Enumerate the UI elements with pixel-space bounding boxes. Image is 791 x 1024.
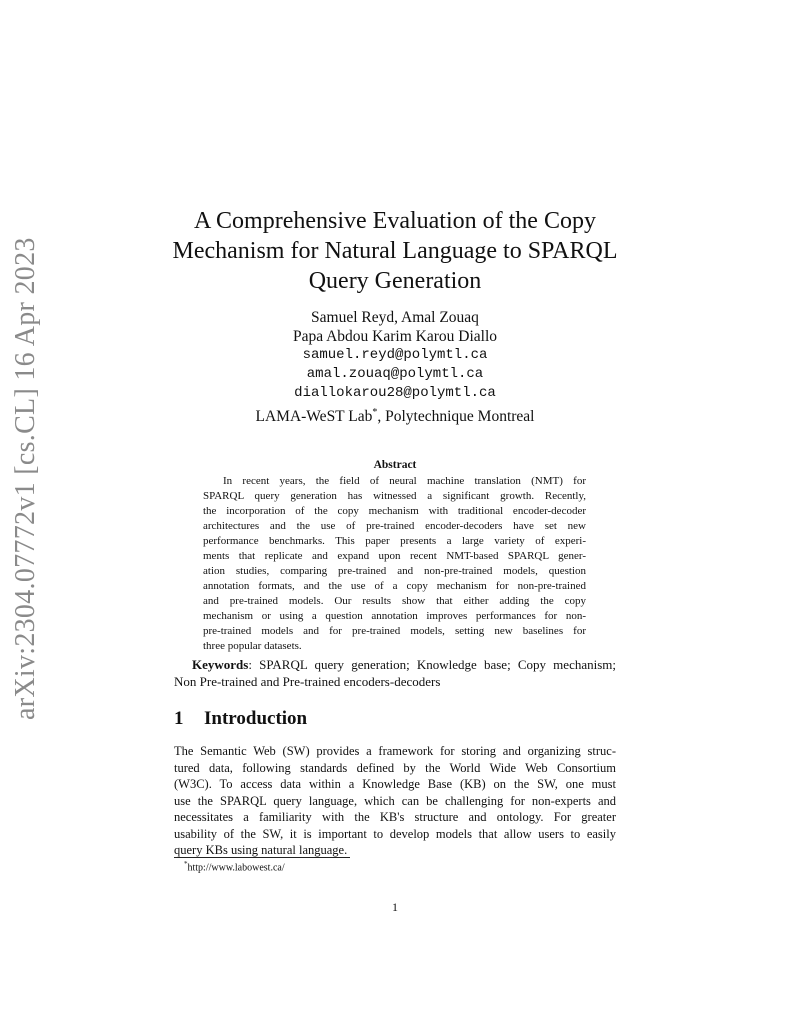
keywords-line: Non Pre-trained and Pre-trained encoders-decoders [174,674,441,689]
author-block [160,308,630,426]
paragraph-line: necessitates a familiarity with the KB's structure and ontology. For greater [174,810,616,824]
author-names-line: Papa Abdou Karim Karou Diallo [292,328,498,345]
keywords-block [174,656,616,690]
affiliation [160,403,630,426]
abstract-line: architectures and the use of pre-trained encoder-decoders have set new [203,520,586,532]
abstract-line: ation studies, comparing pre-trained and non-pre-trained models, question [203,565,586,577]
page-number: 1 [392,900,398,914]
title-line: A Comprehensive Evaluation of the Copy [194,208,596,234]
footnote-marker: * [184,860,188,868]
title-line: Query Generation [308,268,482,294]
abstract-line: SPARQL query generation has witnessed a significant growth. Recently, [203,490,586,502]
abstract-line: ments that replicate and expand upon recent NMT-based SPARQL gener- [203,550,586,562]
paragraph-line: query KBs using natural language. [174,843,348,857]
author-email[interactable]: samuel.reyd@polymtl.ca [302,347,488,363]
paragraph-line: usability of the SW, it is important to develop models that allow users to easily [174,826,616,841]
keywords-label: Keywords [192,657,249,672]
footnote-link[interactable]: http://www.labowest.ca/ [187,862,285,874]
abstract-line: performance benchmarks. This paper presents a large variety of experi- [203,535,586,547]
paragraph-line: tured data, following standards defined by the World Wide Web Consortium [174,760,616,775]
paper-title [160,206,630,296]
paragraph-line: use the SPARQL query language, which can be challenging for non-experts and [174,793,616,808]
abstract-line: three popular datasets. [203,640,302,652]
footnote [184,860,285,873]
footnote-divider [174,857,350,858]
abstract-body [203,474,586,654]
abstract-line: pre-trained models and for pre-trained models, setting new baselines for [203,625,586,637]
keywords-line [174,656,616,673]
introduction-paragraph [174,743,616,859]
section-heading [174,708,307,730]
paragraph-line: The Semantic Web (SW) provides a framework for storing and organizing struc- [174,744,616,758]
abstract-heading: Abstract [373,459,417,471]
abstract-line: In recent years, the field of neural machine translation (NMT) for [223,475,586,487]
paragraph-line: (W3C). To access data within a Knowledge Base (KB) on the SW, one must [174,777,616,791]
abstract-line: and pre-trained models. Our results show that either adding the copy [203,595,586,607]
affiliation-institution: , Polytechnique Montreal [377,408,535,426]
title-line: Mechanism for Natural Language to SPARQL [172,238,618,264]
footnote-marker: * [372,407,378,418]
abstract-line: annotation formats, and the use of a copy mechanism for non-pre-trained [203,580,586,592]
abstract-line: mechanism or using a question annotation improves performances for non- [203,610,586,622]
abstract-line: the incorporation of the copy mechanism with traditional encoder-decoder [203,505,586,517]
author-names-line: Samuel Reyd, Amal Zouaq [311,309,479,326]
section-number: 1 [174,708,184,729]
keywords-text: : SPARQL query generation; Knowledge base; Copy mechanism; [248,657,616,672]
arxiv-identifier-stamp: arXiv:2304.07772v1 [cs.CL] 16 Apr 2023 [10,237,41,720]
author-email[interactable]: amal.zouaq@polymtl.ca [306,366,484,382]
affiliation-lab: LAMA-WeST Lab [255,408,373,426]
section-title: Introduction [204,708,308,729]
author-email[interactable]: diallokarou28@polymtl.ca [294,385,496,401]
